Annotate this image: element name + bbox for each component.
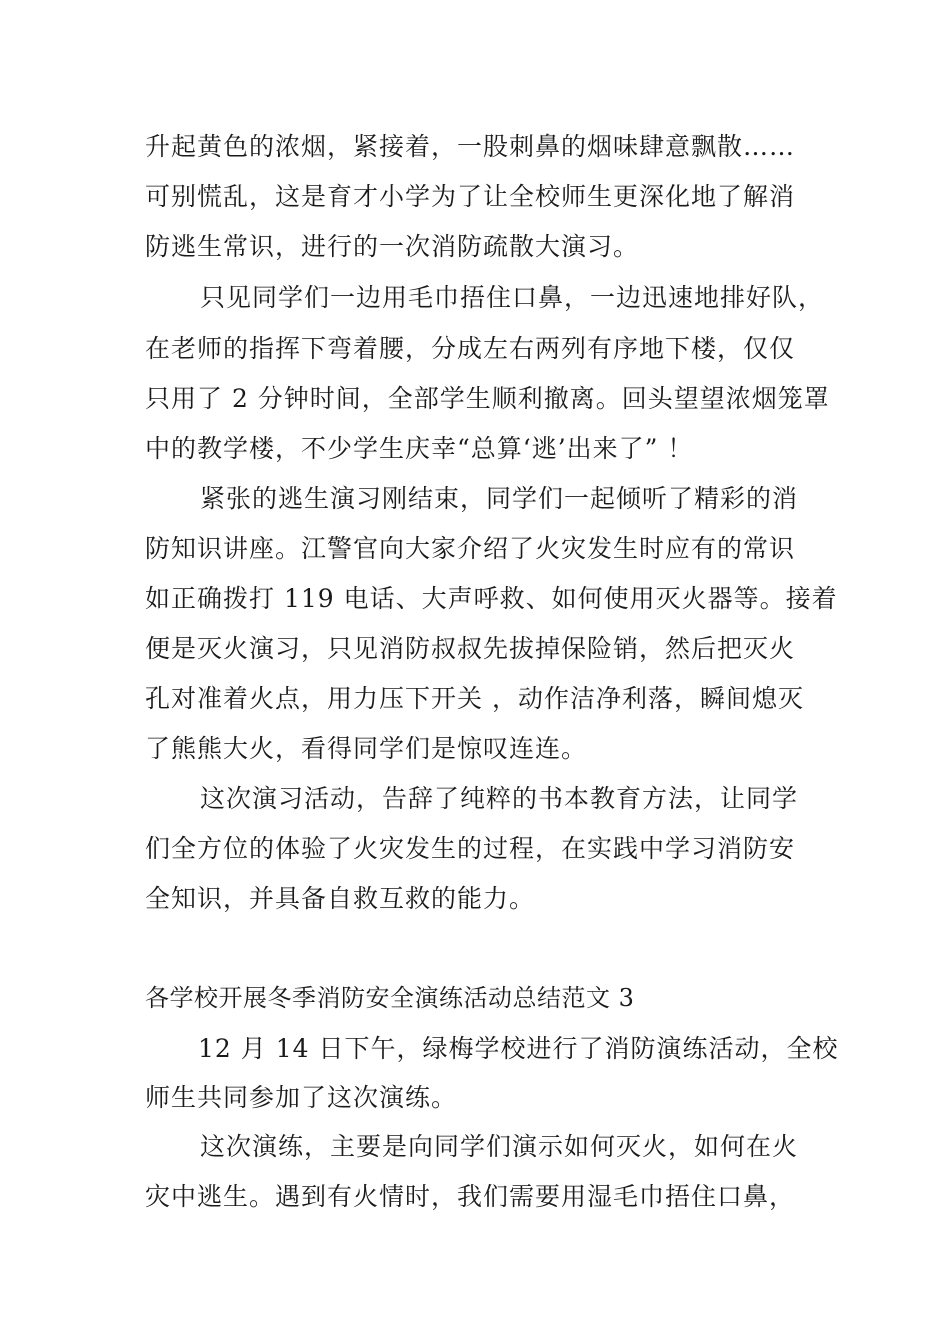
text-line: 可别慌乱，这是育才小学为了让全校师生更深化地了解消	[145, 182, 796, 211]
text-line: 12 月 14 日下午，绿梅学校进行了消防演练活动，全校	[198, 1034, 839, 1063]
text-line: 便是灭火演习，只见消防叔叔先拔掉保险销，然后把灭火	[145, 634, 796, 663]
text-line: 紧张的逃生演习刚结束，同学们一起倾听了精彩的消	[200, 484, 799, 513]
text-line: 师生共同参加了这次演练。	[145, 1083, 458, 1112]
text-line: 只见同学们一边用毛巾捂住口鼻，一边迅速地排好队，	[200, 283, 825, 312]
text-line: 这次演习活动，告辞了纯粹的书本教育方法，让同学	[200, 784, 799, 813]
text-line: 中的教学楼，不少学生庆幸“总算‘逃’出来了” ！	[145, 434, 694, 463]
text-line: 全知识，并具备自救互救的能力。	[145, 884, 536, 913]
text-line: 这次演练，主要是向同学们演示如何灭火，如何在火	[200, 1132, 799, 1161]
text-line: 们全方位的体验了火灾发生的过程，在实践中学习消防安	[145, 834, 796, 863]
text-line: 防逃生常识，进行的一次消防疏散大演习。	[145, 232, 640, 261]
text-line: 孔对准着火点，用力压下开关 ，动作洁净利落，瞬间熄灭	[145, 684, 804, 713]
text-line: 如正确拨打 119 电话、大声呼救、如何使用灭火器等。接着	[145, 584, 838, 613]
text-line: 在老师的指挥下弯着腰，分成左右两列有序地下楼，仅仅	[145, 334, 796, 363]
text-line: 灾中逃生。遇到有火情时，我们需要用湿毛巾捂住口鼻，	[145, 1182, 796, 1211]
text-line: 只用了 2 分钟时间，全部学生顺利撤离。回头望望浓烟笼罩	[145, 384, 830, 413]
text-line: 防知识讲座。江警官向大家介绍了火灾发生时应有的常识	[145, 534, 796, 563]
text-line: 了熊熊大火，看得同学们是惊叹连连。	[145, 734, 588, 763]
text-line: 升起黄色的浓烟，紧接着，一股刺鼻的烟味肆意飘散……	[145, 132, 796, 161]
section-title: 各学校开展冬季消防安全演练活动总结范文 3	[145, 984, 635, 1012]
